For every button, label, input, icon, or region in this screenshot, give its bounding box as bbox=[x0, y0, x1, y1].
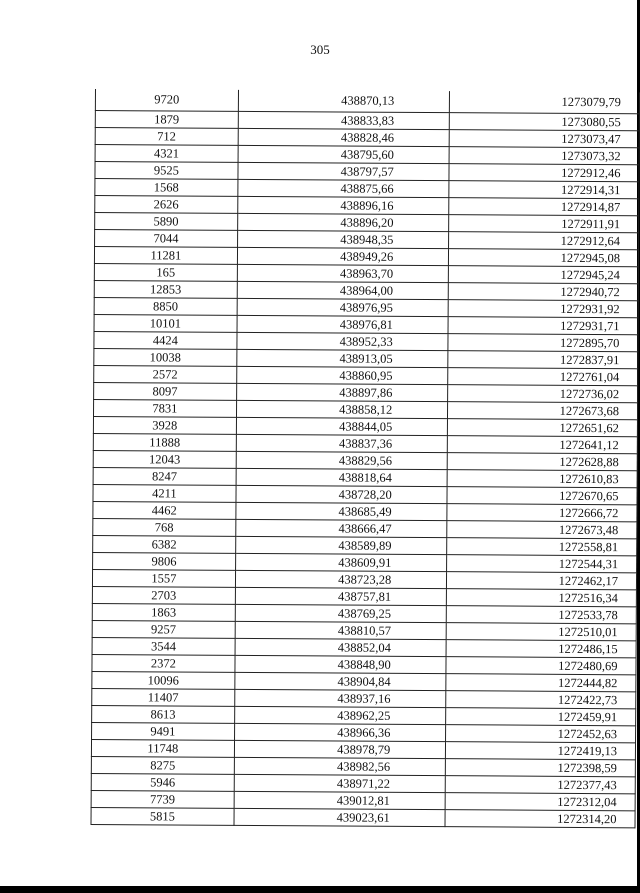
x-coordinate-cell: 439023,61 bbox=[234, 808, 446, 826]
x-coordinate-cell: 438962,25 bbox=[234, 706, 446, 724]
point-id-cell: 11281 bbox=[94, 247, 237, 265]
x-coordinate-cell: 438685,49 bbox=[236, 502, 448, 520]
x-coordinate-cell: 438728,20 bbox=[236, 485, 448, 503]
y-coordinate-cell: 1272945,08 bbox=[449, 249, 639, 267]
table-row bbox=[91, 807, 635, 827]
x-coordinate-cell: 438860,95 bbox=[236, 366, 448, 384]
point-id-cell: 10038 bbox=[94, 348, 237, 366]
x-coordinate-cell: 438948,35 bbox=[237, 230, 449, 248]
x-coordinate-cell: 438848,90 bbox=[235, 655, 447, 673]
y-coordinate-cell: 1272558,81 bbox=[447, 538, 637, 556]
y-coordinate-cell: 1272628,88 bbox=[447, 453, 637, 471]
point-id-cell: 5890 bbox=[95, 213, 238, 231]
y-coordinate-cell: 1272419,13 bbox=[446, 742, 636, 760]
point-id-cell: 1568 bbox=[95, 179, 238, 197]
x-coordinate-cell: 438769,25 bbox=[235, 604, 447, 622]
x-coordinate-cell: 438757,81 bbox=[235, 587, 447, 605]
x-coordinate-cell: 438797,57 bbox=[238, 162, 450, 180]
y-coordinate-cell: 1272673,68 bbox=[448, 402, 638, 420]
x-coordinate-cell: 438982,56 bbox=[234, 757, 446, 775]
y-coordinate-cell: 1272377,43 bbox=[445, 776, 635, 794]
point-id-cell: 8850 bbox=[94, 297, 237, 315]
y-coordinate-cell: 1272452,63 bbox=[446, 725, 636, 743]
point-id-cell: 4462 bbox=[93, 501, 236, 519]
point-id-cell: 8275 bbox=[91, 756, 234, 774]
coordinate-table-body bbox=[91, 89, 639, 828]
y-coordinate-cell: 1272666,72 bbox=[447, 504, 637, 522]
point-id-cell: 768 bbox=[93, 518, 236, 536]
point-id-cell: 11888 bbox=[93, 433, 236, 451]
page-number: 305 bbox=[310, 42, 330, 57]
y-coordinate-cell: 1272914,31 bbox=[449, 181, 639, 199]
point-id-cell: 3544 bbox=[92, 637, 235, 655]
x-coordinate-cell: 439012,81 bbox=[234, 791, 446, 809]
x-coordinate-cell: 438896,16 bbox=[238, 196, 450, 214]
y-coordinate-cell: 1272914,87 bbox=[449, 198, 639, 216]
y-coordinate-cell: 1273073,32 bbox=[449, 147, 639, 165]
point-id-cell: 8247 bbox=[93, 467, 236, 485]
point-id-cell: 1879 bbox=[95, 111, 238, 129]
x-coordinate-cell: 438609,91 bbox=[235, 553, 447, 571]
y-coordinate-cell: 1272912,64 bbox=[449, 232, 639, 250]
y-coordinate-cell: 1272931,71 bbox=[448, 317, 638, 335]
x-coordinate-cell: 438966,36 bbox=[234, 723, 446, 741]
point-id-cell: 1557 bbox=[92, 569, 235, 587]
point-id-cell: 7739 bbox=[91, 790, 234, 808]
x-coordinate-cell: 438858,12 bbox=[236, 400, 448, 418]
point-id-cell: 12043 bbox=[93, 450, 236, 468]
point-id-cell: 5815 bbox=[91, 807, 234, 825]
x-coordinate-cell: 438904,84 bbox=[235, 672, 447, 690]
point-id-cell: 5946 bbox=[91, 773, 234, 791]
y-coordinate-cell: 1273080,55 bbox=[450, 113, 640, 131]
point-id-cell: 1863 bbox=[92, 603, 235, 621]
point-id-cell: 165 bbox=[94, 263, 237, 281]
y-coordinate-cell: 1272912,46 bbox=[449, 164, 639, 182]
y-coordinate-cell: 1273079,79 bbox=[450, 91, 640, 114]
x-coordinate-cell: 438870,13 bbox=[238, 90, 450, 113]
x-coordinate-cell: 438723,28 bbox=[235, 570, 447, 588]
point-id-cell: 712 bbox=[95, 128, 238, 146]
x-coordinate-cell: 438833,83 bbox=[238, 111, 450, 129]
point-id-cell: 2372 bbox=[92, 654, 235, 672]
point-id-cell: 2703 bbox=[92, 586, 235, 604]
y-coordinate-cell: 1272398,59 bbox=[446, 759, 636, 777]
y-coordinate-cell: 1272837,91 bbox=[448, 351, 638, 369]
y-coordinate-cell: 1272480,69 bbox=[446, 657, 636, 675]
point-id-cell: 12853 bbox=[94, 280, 237, 298]
x-coordinate-cell: 438795,60 bbox=[238, 145, 450, 163]
y-coordinate-cell: 1272945,24 bbox=[449, 266, 639, 284]
x-coordinate-cell: 438875,66 bbox=[238, 179, 450, 197]
y-coordinate-cell: 1272641,12 bbox=[448, 436, 638, 454]
point-id-cell: 10096 bbox=[92, 671, 235, 689]
y-coordinate-cell: 1272510,01 bbox=[446, 623, 636, 641]
y-coordinate-cell: 1272761,04 bbox=[448, 368, 638, 386]
point-id-cell: 8613 bbox=[92, 705, 235, 723]
point-id-cell: 7831 bbox=[93, 399, 236, 417]
x-coordinate-cell: 438913,05 bbox=[237, 349, 449, 367]
y-coordinate-cell: 1272422,73 bbox=[446, 691, 636, 709]
point-id-cell: 3928 bbox=[93, 416, 236, 434]
point-id-cell: 10101 bbox=[94, 314, 237, 332]
point-id-cell: 9525 bbox=[95, 162, 238, 180]
y-coordinate-cell: 1272444,82 bbox=[446, 674, 636, 692]
point-id-cell: 9491 bbox=[92, 722, 235, 740]
y-coordinate-cell: 1272533,78 bbox=[447, 606, 637, 624]
coordinate-table bbox=[91, 89, 640, 828]
y-coordinate-cell: 1272673,48 bbox=[447, 521, 637, 539]
y-coordinate-cell: 1272670,65 bbox=[447, 487, 637, 505]
x-coordinate-cell: 438837,36 bbox=[236, 434, 448, 452]
x-coordinate-cell: 438963,70 bbox=[237, 264, 449, 282]
y-coordinate-cell: 1273073,47 bbox=[449, 130, 639, 148]
y-coordinate-cell: 1272314,20 bbox=[445, 810, 635, 828]
point-id-cell: 9257 bbox=[92, 620, 235, 638]
point-id-cell: 4321 bbox=[95, 145, 238, 163]
point-id-cell: 4424 bbox=[94, 331, 237, 349]
y-coordinate-cell: 1272312,04 bbox=[445, 793, 635, 811]
point-id-cell: 9720 bbox=[95, 89, 238, 111]
point-id-cell: 4211 bbox=[93, 484, 236, 502]
point-id-cell: 6382 bbox=[93, 535, 236, 553]
x-coordinate-cell: 438896,20 bbox=[237, 213, 449, 231]
point-id-cell: 11748 bbox=[91, 739, 234, 757]
x-coordinate-cell: 438666,47 bbox=[236, 519, 448, 537]
y-coordinate-cell: 1272931,92 bbox=[448, 300, 638, 318]
point-id-cell: 11407 bbox=[92, 688, 235, 706]
y-coordinate-cell: 1272651,62 bbox=[448, 419, 638, 437]
x-coordinate-cell: 438829,56 bbox=[236, 451, 448, 469]
scan-border-bottom bbox=[0, 886, 640, 893]
y-coordinate-cell: 1272459,91 bbox=[446, 708, 636, 726]
point-id-cell: 7044 bbox=[95, 230, 238, 248]
x-coordinate-cell: 438976,81 bbox=[237, 315, 449, 333]
y-coordinate-cell: 1272516,34 bbox=[447, 589, 637, 607]
y-coordinate-cell: 1272462,17 bbox=[447, 572, 637, 590]
x-coordinate-cell: 438810,57 bbox=[235, 621, 447, 639]
y-coordinate-cell: 1272911,91 bbox=[449, 215, 639, 233]
x-coordinate-cell: 438978,79 bbox=[234, 740, 446, 758]
x-coordinate-cell: 438976,95 bbox=[237, 298, 449, 316]
y-coordinate-cell: 1272544,31 bbox=[447, 555, 637, 573]
point-id-cell: 2626 bbox=[95, 196, 238, 214]
x-coordinate-cell: 438971,22 bbox=[234, 774, 446, 792]
x-coordinate-cell: 438949,26 bbox=[237, 247, 449, 265]
x-coordinate-cell: 438589,89 bbox=[235, 536, 447, 554]
x-coordinate-cell: 438852,04 bbox=[235, 638, 447, 656]
table-row bbox=[95, 89, 639, 114]
point-id-cell: 8097 bbox=[94, 382, 237, 400]
x-coordinate-cell: 438844,05 bbox=[236, 417, 448, 435]
y-coordinate-cell: 1272895,70 bbox=[448, 334, 638, 352]
y-coordinate-cell: 1272736,02 bbox=[448, 385, 638, 403]
point-id-cell: 2572 bbox=[94, 365, 237, 383]
point-id-cell: 9806 bbox=[93, 552, 236, 570]
x-coordinate-cell: 438828,46 bbox=[238, 128, 450, 146]
x-coordinate-cell: 438937,16 bbox=[234, 689, 446, 707]
x-coordinate-cell: 438952,33 bbox=[237, 332, 449, 350]
y-coordinate-cell: 1272940,72 bbox=[449, 283, 639, 301]
x-coordinate-cell: 438897,86 bbox=[236, 383, 448, 401]
y-coordinate-cell: 1272610,83 bbox=[447, 470, 637, 488]
x-coordinate-cell: 438818,64 bbox=[236, 468, 448, 486]
x-coordinate-cell: 438964,00 bbox=[237, 281, 449, 299]
y-coordinate-cell: 1272486,15 bbox=[446, 640, 636, 658]
